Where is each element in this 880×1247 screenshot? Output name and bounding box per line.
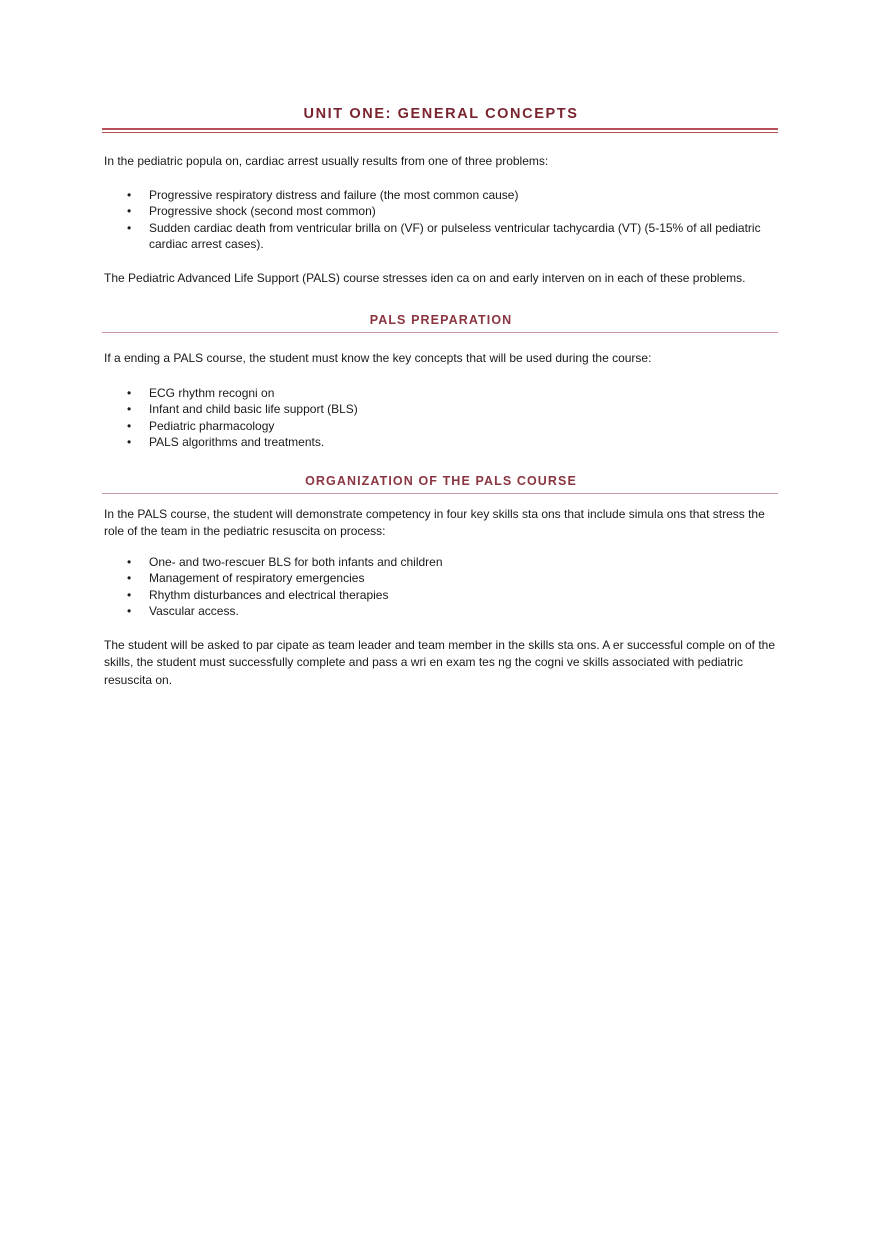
- intro-bullet-list: [104, 187, 778, 253]
- list-item: • ECG rhythm recogni on: [149, 385, 778, 402]
- section-rule: [102, 332, 778, 333]
- section-heading-preparation: PALS PREPARATION: [369, 313, 513, 327]
- list-item: • Rhythm disturbances and electrical therapies: [149, 587, 778, 604]
- heading-rule: [102, 128, 778, 130]
- section-rule: [102, 493, 778, 494]
- list-item: • Progressive shock (second most common): [149, 203, 778, 220]
- organization-bullet-list: [104, 554, 778, 620]
- list-item: • One- and two-rescuer BLS for both infants and children: [149, 554, 778, 571]
- preparation-paragraph: If a ending a PALS course, the student must know the key concepts that will be used during the course:: [104, 351, 652, 365]
- unit-heading: UNIT ONE: GENERAL CONCEPTS: [303, 106, 579, 122]
- intro-paragraph: In the pediatric popula on, cardiac arrest usually results from one of three problems:: [104, 154, 549, 168]
- list-item: • Vascular access.: [149, 603, 778, 620]
- list-item: • Pediatric pharmacology: [149, 418, 778, 435]
- organization-paragraph: In the PALS course, the student will demonstrate competency in four key skills sta ons that include simula ons that stress the role of the team in the pediatric resuscita on process:: [104, 506, 765, 538]
- intro-closing-paragraph: The Pediatric Advanced Life Support (PALS) course stresses iden ca on and early interven on in each of these problems.: [104, 270, 746, 285]
- list-item: • Infant and child basic life support (BLS): [149, 401, 778, 418]
- heading-rule-secondary: [102, 132, 778, 133]
- preparation-bullet-list: [104, 385, 778, 451]
- list-item: • Management of respiratory emergencies: [149, 570, 778, 587]
- list-item: • Sudden cardiac death from ventricular brilla on (VF) or pulseless ventricular tachycardia (VT) (5-15% of all pediatric cardiac arrest cases).: [149, 220, 778, 253]
- organization-closing-paragraph: The student will be asked to par cipate as team leader and team member in the skills sta ons. A er successful comple on of the skills, the student must successfully complete and pass a wri en exam tes ng the cogni ve skills associated with pediatric resuscita on.: [104, 637, 776, 687]
- list-item: • Progressive respiratory distress and failure (the most common cause): [149, 187, 778, 204]
- document-content: [104, 104, 778, 689]
- list-item: • PALS algorithms and treatments.: [149, 434, 778, 451]
- section-heading-organization: ORGANIZATION OF THE PALS COURSE: [305, 473, 577, 488]
